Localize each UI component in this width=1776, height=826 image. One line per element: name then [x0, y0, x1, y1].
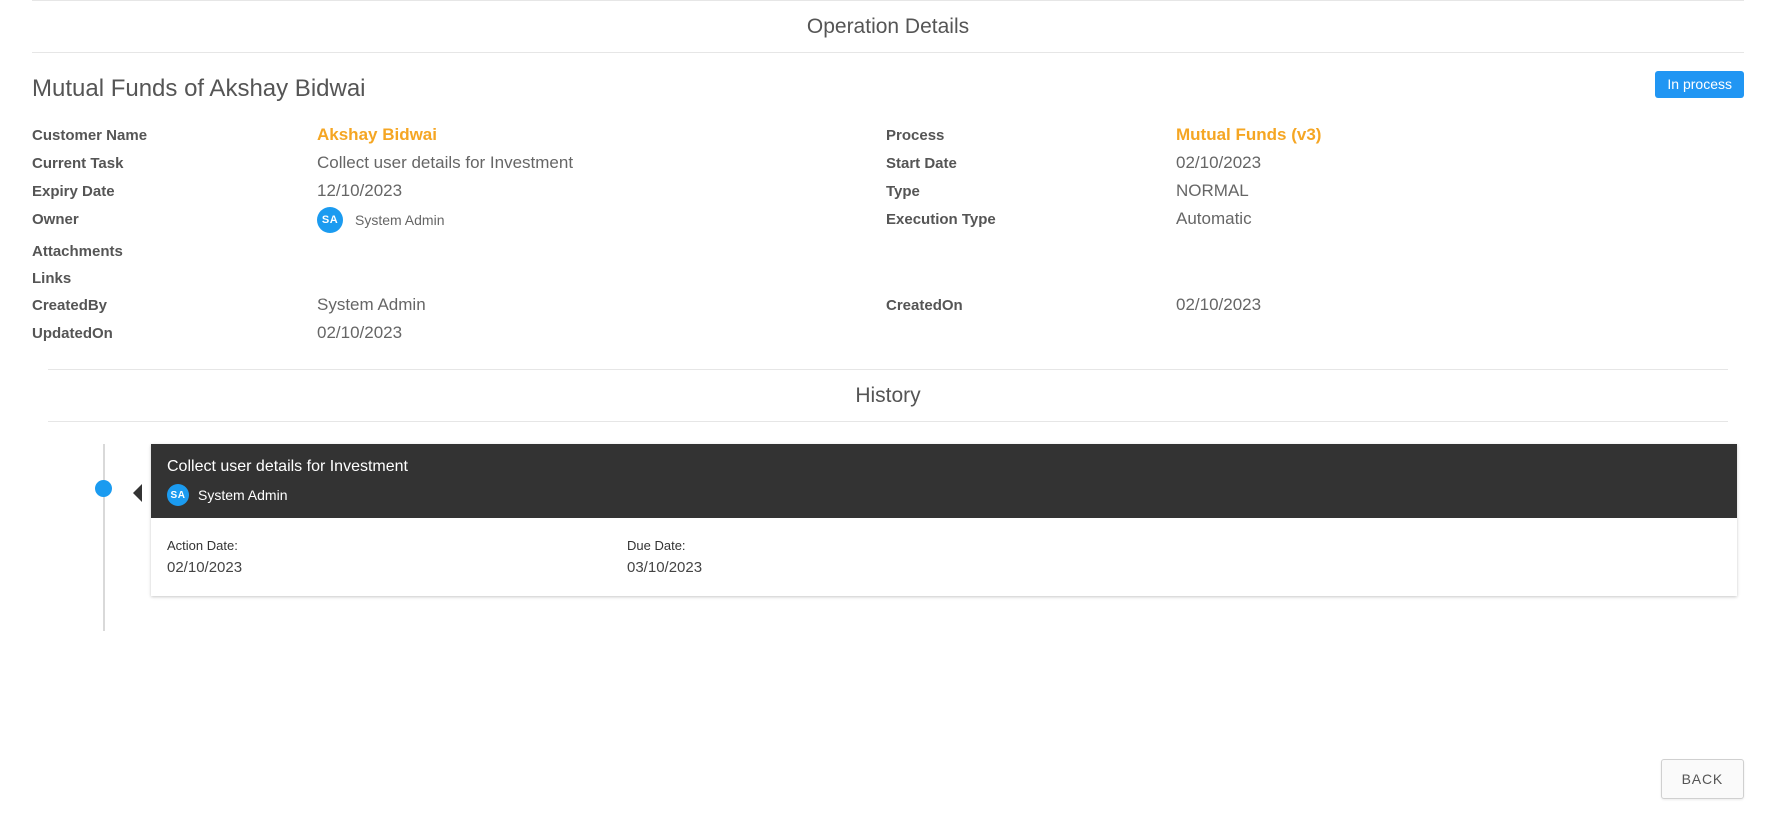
detail-cell-empty — [886, 260, 1744, 287]
history-task-name: Collect user details for Investment — [167, 458, 408, 475]
detail-cell-attachments — [32, 233, 886, 260]
detail-label-created-on: CreatedOn — [886, 297, 963, 314]
history-timeline — [95, 444, 1776, 644]
history-action-date-value: 02/10/2023 — [167, 559, 243, 576]
history-title: History — [855, 383, 921, 407]
detail-value-created-on: 02/10/2023 — [1176, 295, 1262, 314]
detail-label-attachments: Attachments — [32, 243, 123, 260]
timeline-dot-icon — [95, 480, 112, 497]
detail-cell-empty — [886, 233, 1744, 260]
history-action-date-field — [167, 538, 627, 576]
detail-row — [32, 287, 1744, 315]
detail-value-expiry-date: 12/10/2023 — [317, 181, 403, 200]
detail-label-process: Process — [886, 127, 945, 144]
status-badge: In process — [1655, 71, 1744, 98]
history-owner — [167, 484, 1721, 506]
detail-cell-links — [32, 260, 886, 287]
operation-title-row — [32, 53, 1744, 109]
detail-cell-created-on — [886, 287, 1744, 315]
detail-cell-updated-on — [32, 315, 886, 343]
detail-value-current-task: Collect user details for Investment — [317, 153, 574, 172]
page-title: Operation Details — [806, 14, 970, 38]
detail-label-current-task: Current Task — [32, 155, 124, 172]
detail-cell-current-task — [32, 145, 886, 173]
history-due-date-field — [627, 538, 1087, 576]
detail-row — [32, 173, 1744, 201]
avatar: SA — [317, 207, 343, 233]
timeline-line — [103, 444, 105, 631]
detail-row — [32, 260, 1744, 287]
detail-cell-customer-name — [32, 117, 886, 145]
detail-label-owner: Owner — [32, 211, 79, 228]
detail-value-execution-type: Automatic — [1176, 209, 1252, 228]
detail-cell-created-by — [32, 287, 886, 315]
detail-cell-owner — [32, 201, 886, 233]
operation-title: Mutual Funds of Akshay Bidwai — [32, 75, 366, 102]
history-card-header — [151, 444, 1737, 518]
detail-value-created-by: System Admin — [317, 295, 426, 314]
detail-cell-process — [886, 117, 1744, 145]
detail-cell-start-date — [886, 145, 1744, 173]
history-due-date-label: Due Date: — [627, 538, 686, 553]
detail-label-type: Type — [886, 183, 920, 200]
history-entry-card[interactable] — [151, 444, 1737, 596]
detail-row — [32, 117, 1744, 145]
detail-cell-empty — [886, 315, 1744, 343]
history-action-date-label: Action Date: — [167, 538, 238, 553]
detail-label-created-by: CreatedBy — [32, 297, 108, 314]
detail-row — [32, 145, 1744, 173]
detail-value-customer-name[interactable]: Akshay Bidwai — [317, 125, 437, 144]
history-due-date-value: 03/10/2023 — [627, 559, 703, 576]
detail-cell-expiry-date — [32, 173, 886, 201]
detail-label-links: Links — [32, 270, 72, 287]
detail-label-customer-name: Customer Name — [32, 127, 148, 144]
detail-value-updated-on: 02/10/2023 — [317, 323, 403, 342]
detail-row — [32, 315, 1744, 343]
detail-label-execution-type: Execution Type — [886, 211, 996, 228]
detail-value-type: NORMAL — [1176, 181, 1249, 200]
detail-row — [32, 233, 1744, 260]
details-grid — [32, 117, 1744, 343]
detail-cell-type — [886, 173, 1744, 201]
history-card-body — [151, 518, 1737, 596]
detail-cell-execution-type — [886, 201, 1744, 233]
detail-label-expiry-date: Expiry Date — [32, 183, 115, 200]
section-header — [32, 0, 1744, 53]
detail-label-start-date: Start Date — [886, 155, 957, 172]
history-header — [48, 369, 1728, 422]
detail-value-start-date: 02/10/2023 — [1176, 153, 1262, 172]
detail-value-process[interactable]: Mutual Funds (v3) — [1176, 125, 1322, 144]
history-owner-name: System Admin — [198, 487, 288, 503]
back-button[interactable]: BACK — [1661, 759, 1744, 799]
avatar: SA — [167, 484, 189, 506]
owner-value — [317, 201, 444, 233]
detail-row — [32, 201, 1744, 233]
owner-name: System Admin — [355, 212, 445, 228]
timeline-caret-icon — [133, 484, 142, 502]
detail-label-updated-on: UpdatedOn — [32, 325, 113, 342]
